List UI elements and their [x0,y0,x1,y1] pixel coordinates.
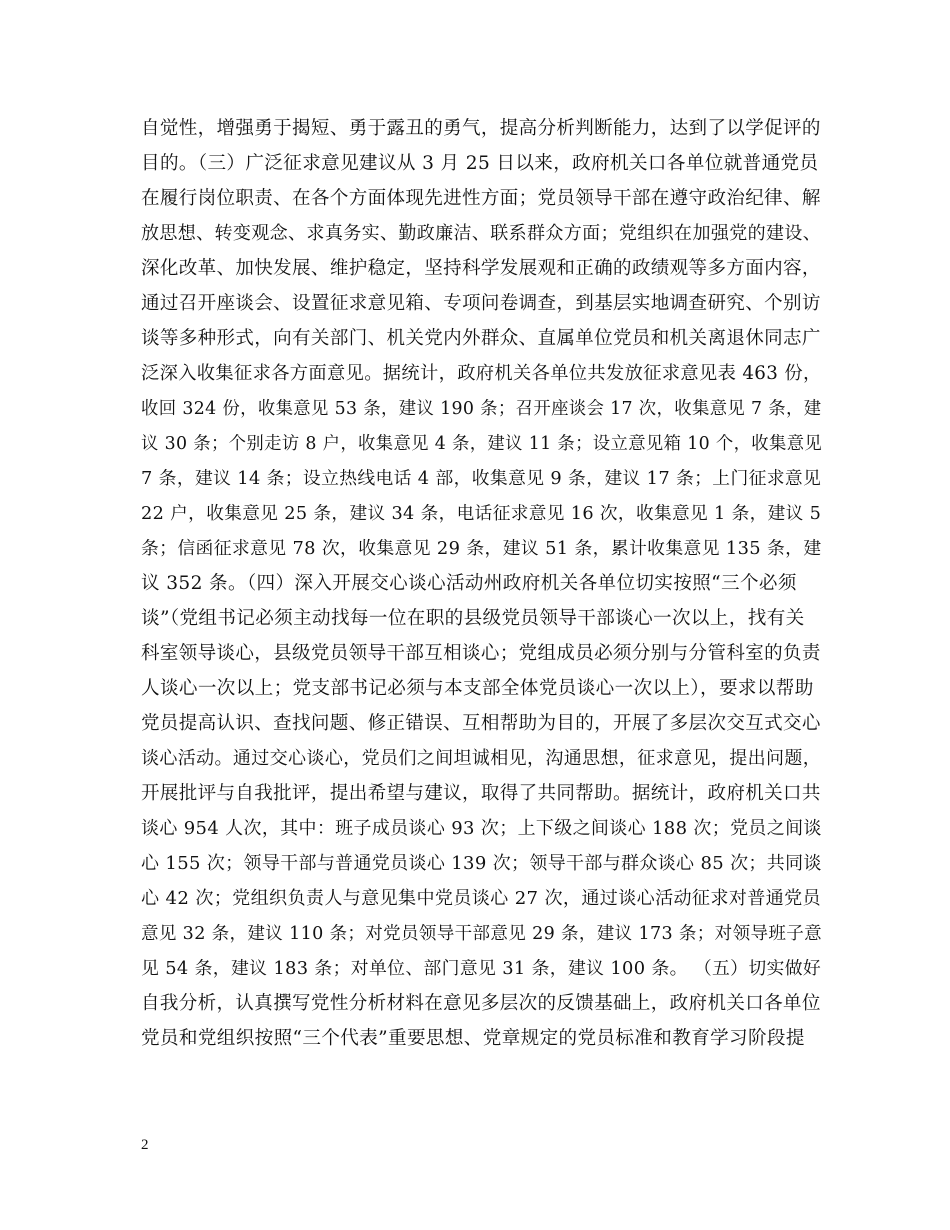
body-text-line: 党员和党组织按照“三个代表”重要思想、党章规定的党员标准和教育学习阶段提 [141,1028,805,1049]
body-text-line: 科室领导谈心，县级党员领导干部互相谈心；党组成员必须分别与分管科室的负责 [141,643,821,664]
body-text-line: 通过召开座谈会、设置征求意见箱、专项问卷调查，到基层实地调查研究、个别访 [141,293,821,314]
body-text-line: 意见 32 条，建议 110 条；对党员领导干部意见 29 条，建议 173 条；对领导班子意 [141,924,822,944]
body-text-line: 党员提高认识、查找问题、修正错误、互相帮助为目的，开展了多层次交互式交心 [141,713,821,734]
body-text-line: 议 352 条。（四）深入开展交心谈心活动州政府机关各单位切实按照“三个必须 [141,573,797,594]
page-number: 2 [141,1137,149,1153]
body-text-line: 收回 324 份，收集意见 53 条，建议 190 条；召开座谈会 17 次，收集意见 7 条，建 [141,399,822,419]
body-text-line: 谈”（党组书记必须主动找每一位在职的县级党员领导干部谈心一次以上，找有关 [141,608,805,629]
body-text-line: 谈等多种形式，向有关部门、机关党内外群众、直属单位党员和机关离退休同志广 [141,328,821,349]
body-text-line: 谈心活动。通过交心谈心，党员们之间坦诚相见，沟通思想，征求意见，提出问题， [141,748,822,769]
body-text-line: 泛深入收集征求各方面意见。据统计，政府机关各单位共发放征求意见表 463 份， [141,363,822,384]
body-text-line: 在履行岗位职责、在各个方面体现先进性方面；党员领导干部在遵守政治纪律、解 [141,188,821,209]
body-text-line: 放思想、转变观念、求真务实、勤政廉洁、联系群众方面；党组织在加强党的建设、 [141,223,822,244]
body-text-line: 自我分析，认真撰写党性分析材料在意见多层次的反馈基础上，政府机关口各单位 [141,993,821,1014]
body-text-line: 目的。（三）广泛征求意见建议从 3 月 25 日以来，政府机关口各单位就普通党员 [141,153,819,174]
body-text-line: 谈心 954 人次，其中：班子成员谈心 93 次；上下级之间谈心 188 次；党员之间谈 [141,818,822,839]
body-text-line: 条；信函征求意见 78 次，收集意见 29 条，建议 51 条，累计收集意见 135 条，建 [141,538,822,559]
body-text-line: 议 30 条；个别走访 8 户，收集意见 4 条，建议 11 条；设立意见箱 10 个，收集意见 [141,434,823,454]
body-text-line: 7 条，建议 14 条；设立热线电话 4 部，收集意见 9 条，建议 17 条；上门征求意见 [141,468,822,489]
body-text-line: 心 155 次；领导干部与普通党员谈心 139 次；领导干部与群众谈心 85 次；共同谈 [141,853,822,874]
body-text-line: 见 54 条，建议 183 条；对单位、部门意见 31 条，建议 100 条。 （五）切实做好 [141,958,822,979]
body-text-line: 22 户，收集意见 25 条，建议 34 条，电话征求意见 16 次，收集意见 1 条，建议 5 [141,504,822,524]
body-text-line: 人谈心一次以上；党支部书记必须与本支部全体党员谈心一次以上），要求以帮助 [141,678,814,699]
body-text-line: 开展批评与自我批评，提出希望与建议，取得了共同帮助。据统计，政府机关口共 [141,783,821,804]
body-text-line: 心 42 次；党组织负责人与意见集中党员谈心 27 次，通过谈心活动征求对普通党员 [141,888,821,909]
body-text-line: 自觉性，增强勇于揭短、勇于露丑的勇气，提高分析判断能力，达到了以学促评的 [141,118,821,139]
body-text-line: 深化改革、加快发展、维护稳定，坚持科学发展观和正确的政绩观等多方面内容， [141,258,821,279]
